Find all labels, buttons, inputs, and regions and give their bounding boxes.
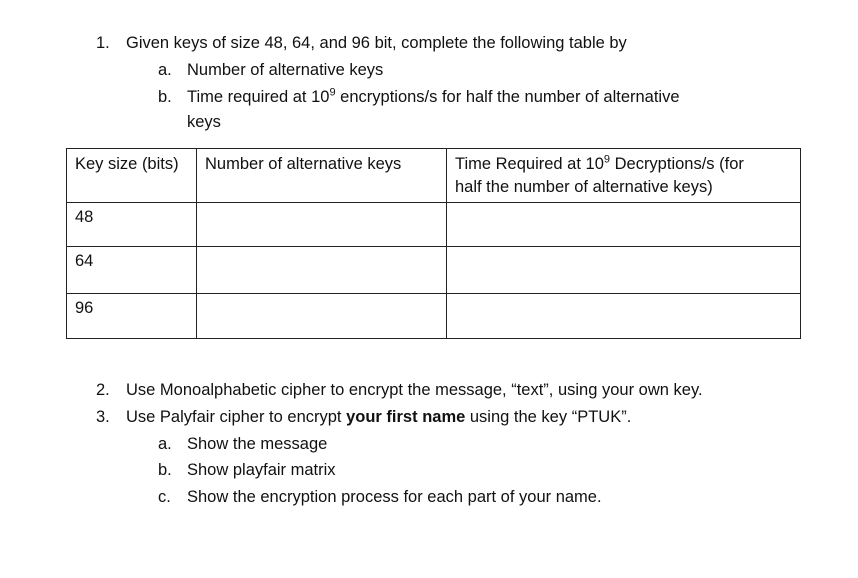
header-key-size: Key size (bits) bbox=[67, 149, 197, 203]
q3-a-marker: a. bbox=[158, 435, 172, 453]
q3-a-text: Show the message bbox=[187, 435, 328, 453]
q3-text-before: Use Palyfair cipher to encrypt bbox=[126, 408, 347, 426]
cell-time-required[interactable] bbox=[447, 294, 801, 339]
q1-b-text bbox=[187, 87, 680, 107]
cell-alternative-keys[interactable] bbox=[197, 294, 447, 339]
table-row bbox=[67, 203, 801, 247]
header-time-required bbox=[447, 149, 801, 203]
q1-b-text-line2: keys bbox=[187, 113, 221, 131]
header-alternative-keys: Number of alternative keys bbox=[197, 149, 447, 203]
q3-b-text: Show playfair matrix bbox=[187, 461, 336, 479]
table-header-row bbox=[67, 149, 801, 203]
cell-key-size: 48 bbox=[67, 203, 197, 247]
table-row bbox=[67, 294, 801, 339]
q3-text-bold: your first name bbox=[346, 408, 466, 426]
q1-b-text-before: Time required at 10 bbox=[187, 88, 330, 106]
cell-time-required[interactable] bbox=[447, 203, 801, 247]
q3-b-marker: b. bbox=[158, 461, 172, 479]
q3-number: 3. bbox=[96, 408, 110, 426]
header-time-after: Decryptions/s (for bbox=[610, 155, 744, 173]
q2-number: 2. bbox=[96, 381, 110, 399]
q1-b-exponent: 9 bbox=[329, 86, 336, 99]
q1-text: Given keys of size 48, 64, and 96 bit, complete the following table by bbox=[126, 34, 627, 52]
q1-b-marker: b. bbox=[158, 88, 172, 106]
q3-text bbox=[126, 407, 631, 427]
header-time-before: Time Required at 10 bbox=[455, 155, 604, 173]
cell-time-required[interactable] bbox=[447, 247, 801, 294]
q3-c-text: Show the encryption process for each part of your name. bbox=[187, 488, 602, 506]
cell-key-size: 96 bbox=[67, 294, 197, 339]
q3-c-marker: c. bbox=[158, 488, 171, 506]
table-row bbox=[67, 247, 801, 294]
header-time-exponent: 9 bbox=[603, 153, 611, 166]
cell-alternative-keys[interactable] bbox=[197, 247, 447, 294]
key-size-table bbox=[66, 148, 801, 339]
cell-alternative-keys[interactable] bbox=[197, 203, 447, 247]
header-time-line2: half the number of alternative keys) bbox=[455, 178, 713, 196]
q3-text-after: using the key “PTUK”. bbox=[465, 408, 632, 426]
q1-a-text: Number of alternative keys bbox=[187, 61, 384, 79]
q1-number: 1. bbox=[96, 34, 110, 52]
q2-text: Use Monoalphabetic cipher to encrypt the message, “text”, using your own key. bbox=[126, 381, 703, 399]
q1-b-text-after: encryptions/s for half the number of alternative bbox=[335, 88, 680, 106]
q1-a-marker: a. bbox=[158, 61, 172, 79]
cell-key-size: 64 bbox=[67, 247, 197, 294]
